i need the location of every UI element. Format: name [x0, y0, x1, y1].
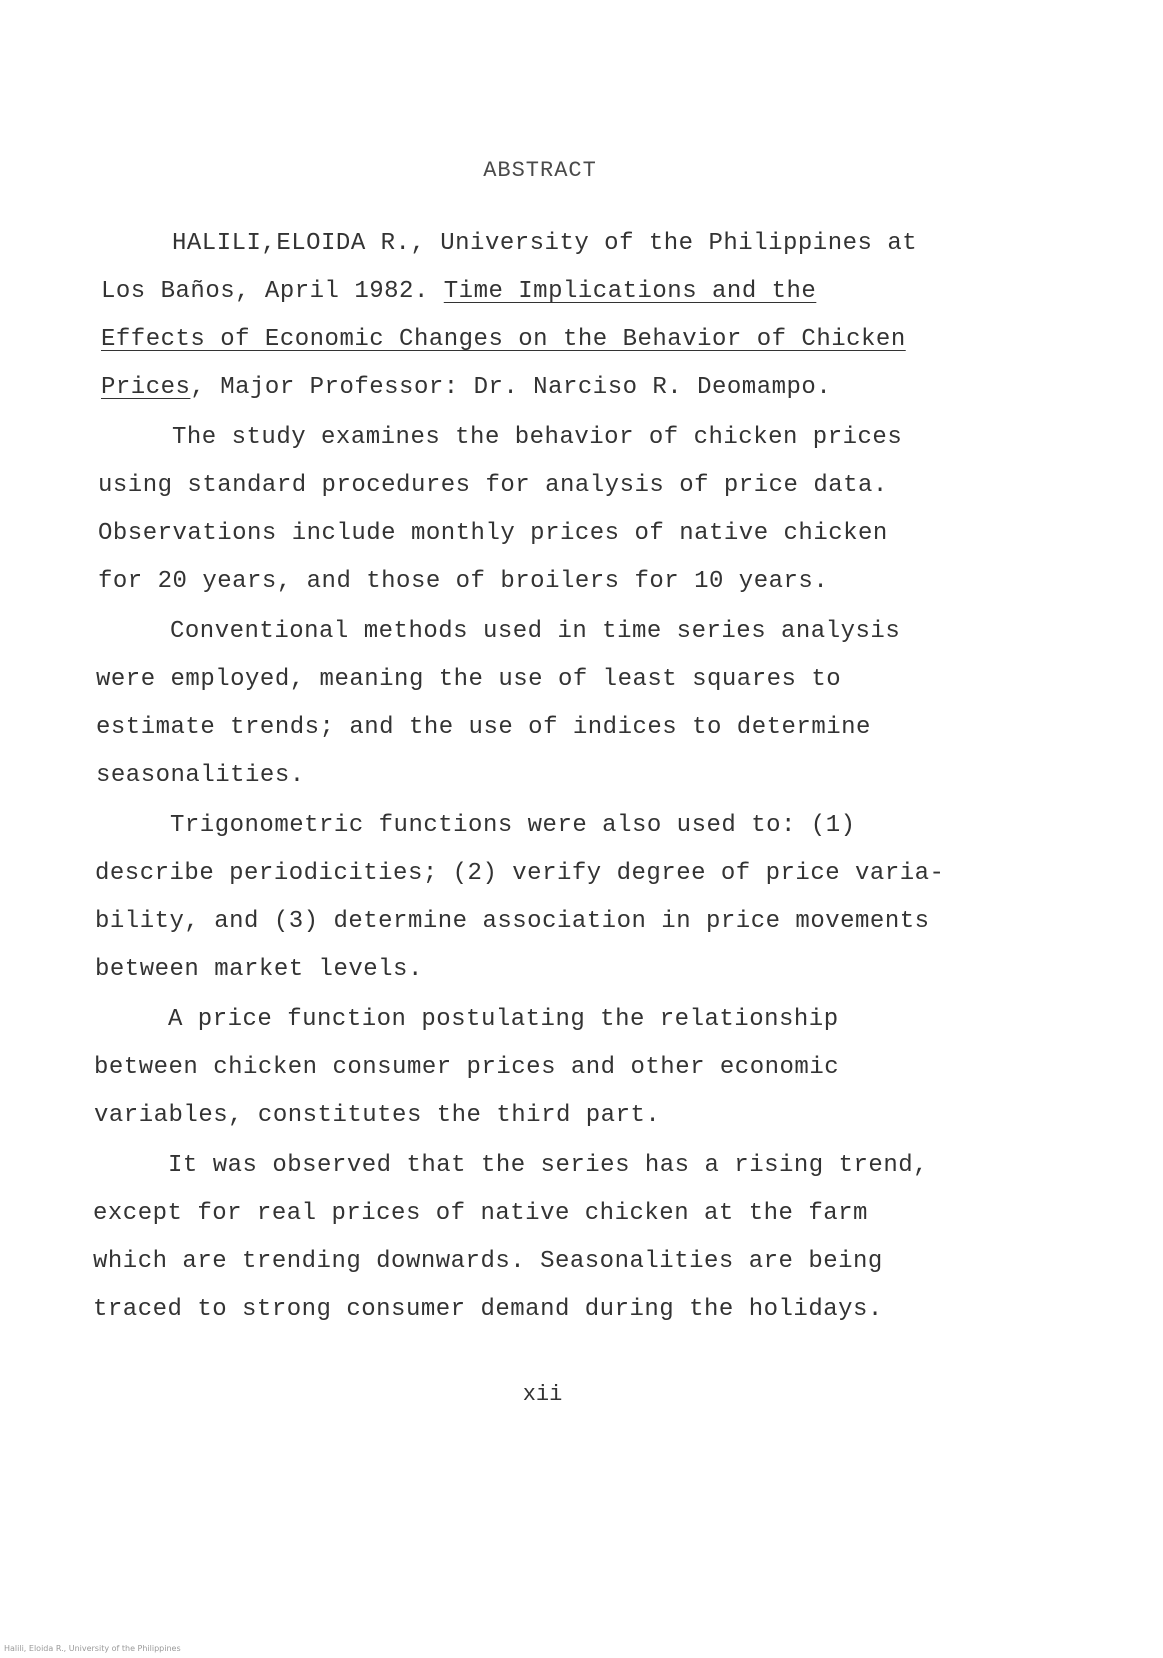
thesis-title-part-3: Prices — [101, 374, 191, 401]
body-line: between chicken consumer prices and other economic — [94, 1054, 840, 1081]
abstract-heading: ABSTRACT — [483, 158, 597, 183]
citation-line-1: HALILI,ELOIDA R., University of the Philippines at — [172, 230, 918, 257]
body-line: describe periodicities; (2) verify degree of price varia- — [95, 860, 945, 887]
body-line: Trigonometric functions were also used to: (1) — [170, 812, 856, 839]
body-line: variables, constitutes the third part. — [94, 1102, 661, 1129]
body-line: The study examines the behavior of chicken prices — [172, 424, 903, 451]
body-line: It was observed that the series has a rising trend, — [168, 1152, 929, 1179]
body-line: which are trending downwards. Seasonalities are being — [93, 1248, 883, 1275]
body-line: Observations include monthly prices of native chicken — [98, 520, 888, 547]
body-line: using standard procedures for analysis of price data. — [98, 472, 888, 499]
body-line: A price function postulating the relationship — [168, 1006, 839, 1033]
body-line: traced to strong consumer demand during the holidays. — [93, 1296, 883, 1323]
major-professor: , Major Professor: Dr. Narciso R. Deomampo. — [190, 374, 832, 401]
body-line: seasonalities. — [96, 762, 305, 789]
thesis-title-part-1: Time Implications and the — [443, 278, 817, 305]
body-line: Conventional methods used in time series analysis — [170, 618, 901, 645]
scan-footer: Halili, Eloida R., University of the Philippines — [4, 1644, 181, 1653]
page-number: xii — [522, 1382, 563, 1407]
citation-date: Los Baños, April 1982. — [101, 278, 444, 305]
body-line: were employed, meaning the use of least squares to — [96, 666, 842, 693]
thesis-title-part-2: Effects of Economic Changes on the Behavior of Chicken — [101, 326, 906, 353]
citation-line-3 — [101, 325, 906, 355]
citation-line-4 — [101, 373, 831, 403]
body-line: for 20 years, and those of broilers for 10 years. — [98, 568, 829, 595]
body-line: except for real prices of native chicken at the farm — [93, 1200, 868, 1227]
citation-line-2 — [101, 277, 816, 307]
body-line: between market levels. — [95, 956, 423, 983]
body-line: estimate trends; and the use of indices to determine — [96, 714, 871, 741]
body-line: bility, and (3) determine association in price movements — [95, 908, 930, 935]
